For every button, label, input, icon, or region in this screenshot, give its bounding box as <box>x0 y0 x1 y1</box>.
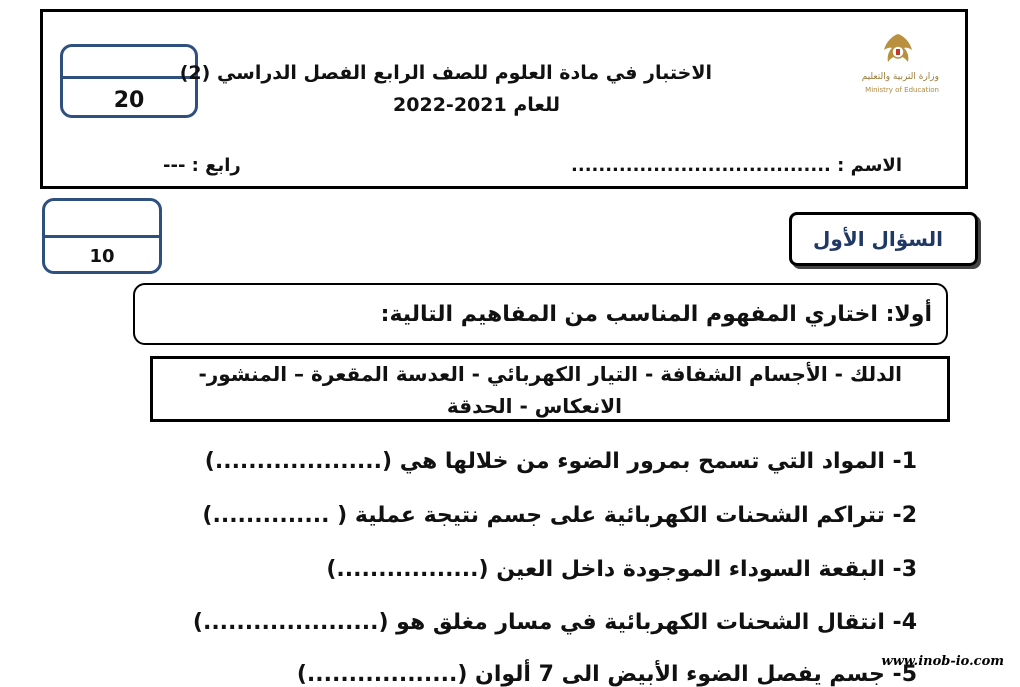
question-heading: السؤال الأول <box>813 227 943 251</box>
question-item: 1- المواد التي تسمح بمرور الضوء من خلالها هي (....................) <box>204 449 917 474</box>
exam-year: للعام 2021-2022 <box>393 94 560 116</box>
score-divider <box>63 76 195 79</box>
watermark: www.inob-io.com <box>881 654 1004 669</box>
uae-emblem-icon <box>878 32 918 68</box>
total-score: 20 <box>113 88 145 113</box>
score-divider <box>45 235 159 238</box>
question-item: 5- جسم يفصل الضوء الأبيض الى 7 ألوان (..................) <box>296 662 917 687</box>
question-item: 4- انتقال الشحنات الكهربائية في مسار مغلق هو (.....................) <box>192 610 917 635</box>
concept-bank-line: الدلك - الأجسام الشفافة - التيار الكهربائي - العدسة المقعرة – المنشور- <box>198 362 902 386</box>
logo-arabic-text: وزارة التربية والتعليم <box>861 72 939 82</box>
total-score-box <box>60 44 198 118</box>
logo-english-text: Ministry of Education <box>865 86 939 94</box>
question-score-box <box>42 198 162 274</box>
grade-field: رابع : --- <box>163 155 241 176</box>
student-name-field: الاسم : ...................................... <box>571 155 902 176</box>
ministry-logo <box>850 32 945 102</box>
question-heading-box <box>789 212 978 266</box>
instruction-text: أولا: اختاري المفهوم المناسب من المفاهيم التالية: <box>380 302 932 327</box>
concept-bank-line: الانعكاس - الحدقة <box>446 394 622 418</box>
question-item: 2- تتراكم الشحنات الكهربائية على جسم نتيجة عملية ( ..............) <box>202 503 917 528</box>
question-item: 3- البقعة السوداء الموجودة داخل العين (.................) <box>326 557 917 582</box>
question-score: 10 <box>89 246 115 267</box>
exam-title: الاختبار في مادة العلوم للصف الرابع الفصل الدراسي (2) <box>179 62 712 84</box>
